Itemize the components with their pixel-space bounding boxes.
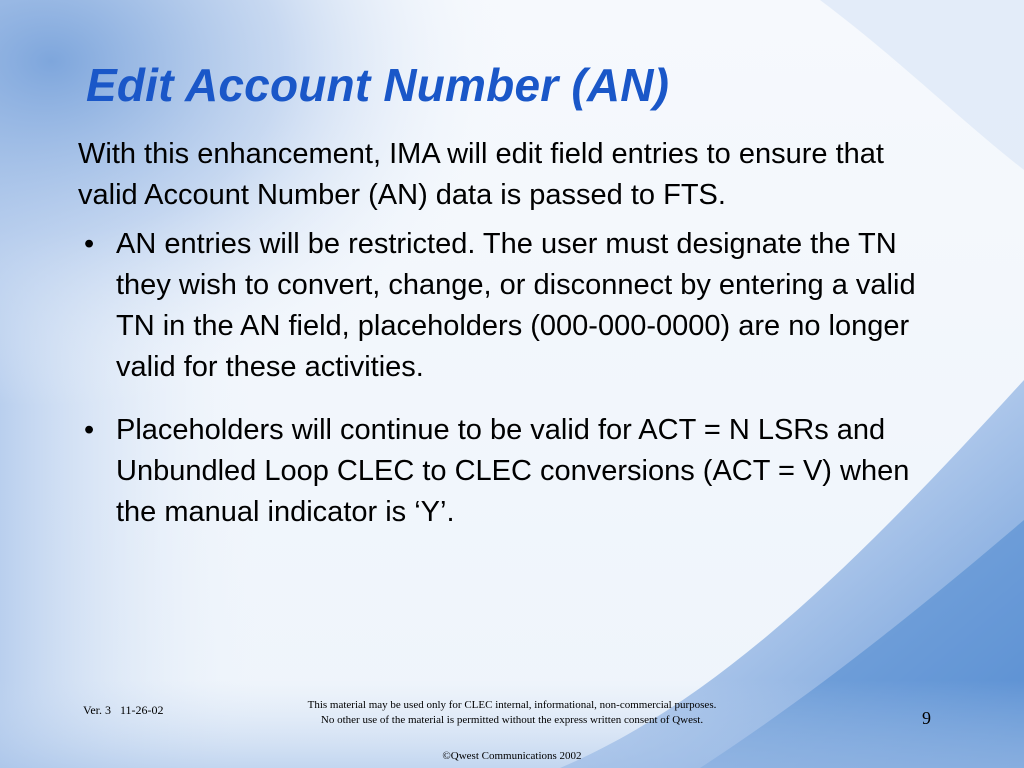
footer-notice-line-1: This material may be used only for CLEC internal, informational, non-commercial purposes. [307,699,717,711]
bullet-text: AN entries will be restricted. The user must designate the TN they wish to convert, change, or disconnect by entering a valid TN in the AN field, placeholders (000-000-0000) are no longer valid for these activities. [116,228,916,383]
footer-notice-line-2: No other use of the material is permitted without the express written consent of Qwest. [320,714,704,726]
footer-notice [240,698,784,728]
bullet-item [78,410,918,533]
bullet-item [78,224,918,388]
copyright-notice: ©Qwest Communications 2002 [442,750,582,762]
page-number: 9 [922,708,931,728]
footer-version: Ver. 3 11-26-02 [83,703,164,717]
slide-body [78,134,918,555]
slide-title: Edit Account Number (AN) [86,59,670,111]
bullet-icon: • [84,414,95,446]
intro-paragraph: With this enhancement, IMA will edit field entries to ensure that valid Account Number (AN) data is passed to FTS. [78,138,884,211]
bullet-icon: • [84,228,95,260]
bullet-text: Placeholders will continue to be valid for ACT = N LSRs and Unbundled Loop CLEC to CLEC conversions (ACT = V) when the manual indicator is ‘Y’. [116,414,910,528]
